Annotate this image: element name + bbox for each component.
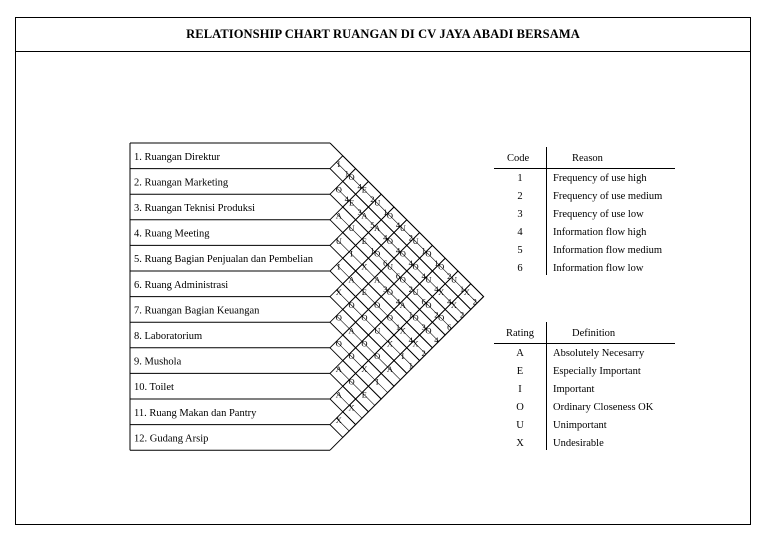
room-label: 3. Ruangan Teknisi Produksi — [134, 203, 255, 214]
reason-code: 6 — [421, 296, 426, 307]
room-label: 4. Ruang Meeting — [134, 228, 210, 240]
relationship-rating: O — [438, 312, 445, 323]
relationship-rating: O — [386, 287, 394, 298]
room-label: 11. Ruang Makan dan Pantry — [134, 407, 257, 419]
relationship-rating: U — [450, 274, 458, 285]
code-cell: 3 — [517, 209, 523, 220]
reason-code: 4 — [395, 296, 401, 307]
reason-code: 4 — [357, 181, 362, 192]
relationship-rating: A — [348, 274, 355, 285]
relationship-rating: O — [425, 299, 432, 310]
reason-code: 4 — [421, 271, 426, 281]
reason-code: 4 — [434, 335, 439, 345]
reason-code: 4 — [447, 296, 452, 307]
reason-code: 2 — [421, 347, 426, 358]
definition-cell: Absolutely Necesarry — [553, 348, 645, 359]
relationship-rating: X — [438, 287, 445, 298]
room-label: 1. Ruangan Direktur — [134, 151, 221, 163]
reason-code: 4 — [344, 194, 349, 205]
relationship-rating: A — [335, 363, 342, 374]
relationship-rating: O — [361, 312, 368, 323]
room-label: 2. Ruangan Marketing — [134, 177, 229, 189]
rating-cell: E — [516, 366, 524, 377]
definition-cell: Unimportant — [553, 420, 607, 431]
relationship-rating: I — [350, 248, 354, 259]
relationship-rating: E — [361, 389, 368, 400]
reason-code: 4 — [408, 335, 413, 345]
relationship-rating: O — [438, 261, 445, 272]
code-cell: 5 — [517, 245, 523, 256]
reason-code: 3 — [357, 207, 362, 217]
relationship-rating: O — [412, 312, 419, 323]
reason-code: 4 — [395, 219, 401, 230]
rating-header: Rating — [506, 328, 534, 339]
room-label: 12. Gudang Arsip — [134, 433, 209, 445]
relationship-rating: O — [399, 248, 406, 259]
relationship-rating: X — [386, 338, 394, 349]
table-column-rule — [546, 147, 547, 275]
reason-code: 2 — [408, 232, 413, 243]
code-reason-table — [494, 150, 675, 278]
reason-code: 1 — [459, 283, 465, 294]
table-header-rule — [494, 343, 675, 344]
reason-cell: Information flow high — [553, 227, 647, 238]
rating-cell: X — [516, 438, 524, 449]
reason-code: 4 — [434, 283, 439, 294]
relationship-rating: A — [361, 210, 368, 221]
room-label: 7. Ruangan Bagian Keuangan — [134, 305, 260, 317]
relationship-rating: O — [386, 210, 394, 221]
room-label: 5. Ruang Bagian Penjualan dan Pembelian — [134, 254, 314, 266]
relationship-rating: O — [348, 351, 355, 362]
room-label: 8. Laboratorium — [134, 331, 203, 342]
relationship-rating: O — [348, 171, 355, 182]
reason-code: 1 — [395, 322, 401, 333]
rating-cell: O — [516, 402, 524, 413]
relationship-rating: U — [412, 287, 419, 298]
relationship-rating: X — [335, 287, 342, 298]
rating-cell: U — [516, 420, 524, 431]
relationship-rating: O — [335, 312, 342, 323]
relationship-rating: O — [374, 299, 381, 310]
relationship-rating: O — [348, 376, 355, 387]
relationship-rating: X — [412, 338, 419, 349]
relationship-rating: O — [374, 351, 381, 362]
definition-cell: Especially Important — [553, 366, 641, 377]
rating-definition-table — [494, 325, 675, 455]
reason-code: 1 — [421, 245, 426, 256]
relationship-rating: X — [463, 287, 470, 298]
reason-code: 6 — [395, 271, 401, 281]
relationship-rating: A — [386, 363, 394, 374]
table-header-rule — [494, 168, 675, 169]
reason-cell: Information flow low — [553, 263, 644, 274]
reason-code: 6 — [447, 322, 452, 333]
relationship-rating: U — [335, 235, 342, 246]
relationship-rating: U — [412, 235, 419, 246]
code-cell: 1 — [517, 173, 523, 184]
relationship-rating: E — [348, 197, 355, 208]
reason-cell: Frequency of use medium — [553, 191, 663, 202]
definition-cell: Important — [553, 384, 595, 395]
relationship-rating: I — [337, 159, 341, 170]
reason-code: 3 — [421, 322, 426, 333]
code-cell: 4 — [517, 227, 523, 238]
relationship-rating: O — [386, 312, 394, 323]
reason-code: 4 — [395, 245, 401, 256]
relationship-rating: A — [335, 210, 342, 221]
code-cell: 6 — [517, 263, 523, 274]
relationship-rating: X — [348, 402, 355, 413]
definition-header: Definition — [572, 328, 616, 339]
reason-cell: Information flow medium — [553, 245, 663, 256]
relationship-rating: I — [337, 261, 341, 272]
relationship-rating: U — [425, 274, 432, 285]
chart-title: RELATIONSHIP CHART RUANGAN DI CV JAYA ABADI BERSAMA — [186, 27, 580, 41]
reason-code: 6 — [383, 258, 388, 269]
relationship-rating: I — [375, 376, 379, 387]
rating-cell: I — [518, 384, 522, 395]
relationship-rating: E — [361, 235, 368, 246]
reason-code: 4 — [408, 258, 413, 269]
reason-code: 1 — [408, 309, 413, 320]
reason-code: 2 — [472, 296, 477, 307]
rating-cell: A — [516, 348, 524, 359]
relationship-rating: U — [374, 325, 381, 336]
relationship-rating: X — [335, 415, 342, 426]
relationship-rating: O — [335, 338, 342, 349]
relationship-rating: X — [399, 325, 406, 336]
code-header: Code — [507, 153, 530, 164]
reason-cell: Frequency of use low — [553, 209, 644, 220]
reason-cell: Frequency of use high — [553, 173, 647, 184]
relationship-rating: O — [399, 274, 406, 285]
relationship-rating: A — [374, 274, 381, 285]
relationship-rating: E — [361, 287, 368, 298]
relationship-rating: X — [450, 299, 458, 310]
relationship-rating: U — [386, 261, 394, 272]
reason-code: 2 — [370, 194, 375, 205]
relationship-rating: O — [386, 235, 394, 246]
room-label: 6. Ruang Administrasi — [134, 279, 229, 291]
reason-code: 1 — [383, 207, 388, 217]
table-column-rule — [546, 322, 547, 450]
relationship-rating: X — [361, 261, 368, 272]
reason-code: 3 — [383, 283, 388, 294]
relationship-rating: A — [399, 299, 406, 310]
relationship-rating: U — [348, 223, 355, 234]
relationship-rating: E — [361, 184, 368, 195]
relationship-rating: A — [348, 325, 355, 336]
reason-code: 1 — [370, 245, 375, 256]
relationship-rating: O — [425, 248, 432, 259]
reason-code: 2 — [459, 309, 465, 320]
relationship-rating: O — [335, 184, 342, 195]
definition-cell: Ordinary Closeness OK — [553, 402, 654, 413]
code-cell: 2 — [517, 191, 523, 202]
relationship-rating: U — [374, 197, 381, 208]
reason-code: 5 — [370, 219, 375, 230]
relationship-rating: O — [425, 325, 432, 336]
relationship-rating: X — [361, 363, 368, 374]
reason-code: 2 — [408, 283, 413, 294]
relationship-rating: O — [374, 248, 381, 259]
reason-header: Reason — [572, 153, 603, 164]
room-label: 10. Toilet — [134, 382, 174, 394]
reason-code: 2 — [434, 309, 439, 320]
relationship-rating: U — [399, 223, 406, 234]
reason-code: 4 — [383, 232, 388, 243]
reason-code: 1 — [434, 258, 439, 269]
relationship-rating: A — [335, 389, 342, 400]
relationship-rating: O — [361, 338, 368, 349]
reason-code: 1 — [408, 360, 413, 371]
relationship-rating: O — [412, 261, 419, 272]
relationship-rating: I — [401, 351, 405, 362]
relationship-rating: A — [374, 223, 381, 234]
room-label: 9. Mushola — [134, 356, 182, 368]
reason-code: 1 — [344, 168, 349, 179]
definition-cell: Undesirable — [553, 438, 604, 449]
reason-code: 2 — [447, 271, 452, 281]
relationship-rating: O — [348, 299, 355, 310]
